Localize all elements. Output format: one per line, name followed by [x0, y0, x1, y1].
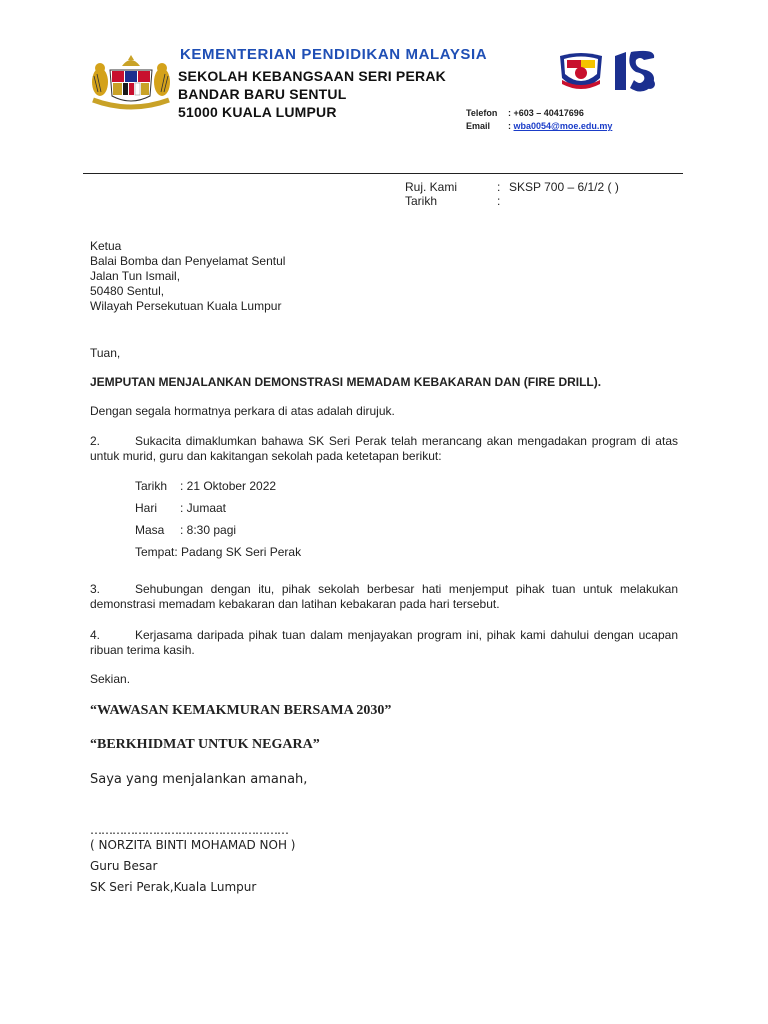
address-line: Wilayah Persekutuan Kuala Lumpur [90, 299, 282, 313]
subject-line: JEMPUTAN MENJALANKAN DEMONSTRASI MEMADAM KEBAKARAN DAN (FIRE DRILL). [90, 375, 602, 389]
paragraph-3 [90, 582, 678, 612]
school-badge-icon [556, 50, 606, 96]
detail-value: : Jumaat [180, 501, 227, 515]
ministry-name: KEMENTERIAN PENDIDIKAN MALAYSIA [180, 46, 488, 63]
paragraph-number: 4. [90, 628, 101, 642]
signatory-name: ( NORZITA BINTI MOHAMAD NOH ) [90, 838, 296, 852]
detail-value: : 21 Oktober 2022 [180, 479, 277, 493]
ref-colon: : [497, 180, 501, 194]
date-colon: : [497, 194, 501, 208]
detail-label: Tarikh [135, 479, 168, 493]
detail-row [135, 501, 301, 523]
slogan-berkhidmat: “BERKHIDMAT UNTUK NEGARA” [90, 737, 320, 752]
detail-value: : 8:30 pagi [180, 523, 237, 537]
paragraph-number: 3. [90, 582, 101, 596]
detail-row [135, 545, 301, 567]
recipient-address [90, 239, 285, 314]
event-details [135, 479, 301, 567]
address-line: Balai Bomba dan Penyelamat Sentul [90, 254, 286, 268]
signatory-school: SK Seri Perak,Kuala Lumpur [90, 880, 257, 894]
detail-value: : Padang SK Seri Perak [174, 545, 302, 559]
signature-line: ……………………………………………… [90, 823, 288, 837]
paragraph-text: Sukacita dimaklumkan bahawa SK Seri Perak telah merancang akan mengadakan program di atas untuk murid, guru dan kakitangan sekolah pada ketetapan berikut: [90, 434, 678, 463]
phone-value: : +603 – 40417696 [508, 108, 584, 118]
school-area: BANDAR BARU SENTUL [178, 86, 347, 102]
closing: Sekian. [90, 672, 131, 686]
school-city: 51000 KUALA LUMPUR [178, 104, 337, 120]
detail-label: Hari [135, 501, 158, 515]
paragraph-text: Kerjasama daripada pihak tuan dalam menjayakan program ini, pihak kami dahului dengan ucapan ribuan terima kasih. [90, 628, 678, 657]
detail-row [135, 523, 301, 545]
email-row [508, 121, 612, 131]
paragraph-2 [90, 434, 678, 464]
detail-row [135, 479, 301, 501]
detail-label: Tempat [135, 545, 175, 559]
paragraph-4 [90, 628, 678, 658]
address-line: Ketua [90, 239, 122, 253]
school-name: SEKOLAH KEBANGSAAN SERI PERAK [178, 68, 446, 84]
is-logo-icon [612, 46, 658, 94]
slogan-wawasan: “WAWASAN KEMAKMURAN BERSAMA 2030” [90, 703, 392, 718]
paragraph-number: 2. [90, 434, 101, 448]
date-label: Tarikh [405, 194, 438, 208]
address-line: Jalan Tun Ismail, [90, 269, 181, 283]
signatory-title: Guru Besar [90, 859, 158, 873]
paragraph-text: Sehubungan dengan itu, pihak sekolah berbesar hati menjemput pihak tuan untuk melakukan demonstrasi memadam kebakaran dan latihan kebakaran pada hari tersebut. [90, 582, 678, 611]
email-colon: : [508, 121, 511, 131]
email-label: Email [466, 121, 491, 131]
ref-value: SKSP 700 – 6/1/2 ( ) [509, 180, 619, 194]
detail-label: Masa [135, 523, 165, 537]
salutation: Tuan, [90, 346, 121, 360]
opening-paragraph: Dengan segala hormatnya perkara di atas adalah dirujuk. [90, 404, 395, 418]
phone-label: Telefon [466, 108, 498, 118]
ref-label: Ruj. Kami [405, 180, 458, 194]
address-line: 50480 Sentul, [90, 284, 165, 298]
coat-of-arms-icon [88, 52, 174, 112]
email-link[interactable]: wba0054@moe.edu.my [513, 121, 613, 131]
signoff: Saya yang menjalankan amanah, [90, 772, 308, 787]
letterhead-divider [83, 173, 683, 174]
